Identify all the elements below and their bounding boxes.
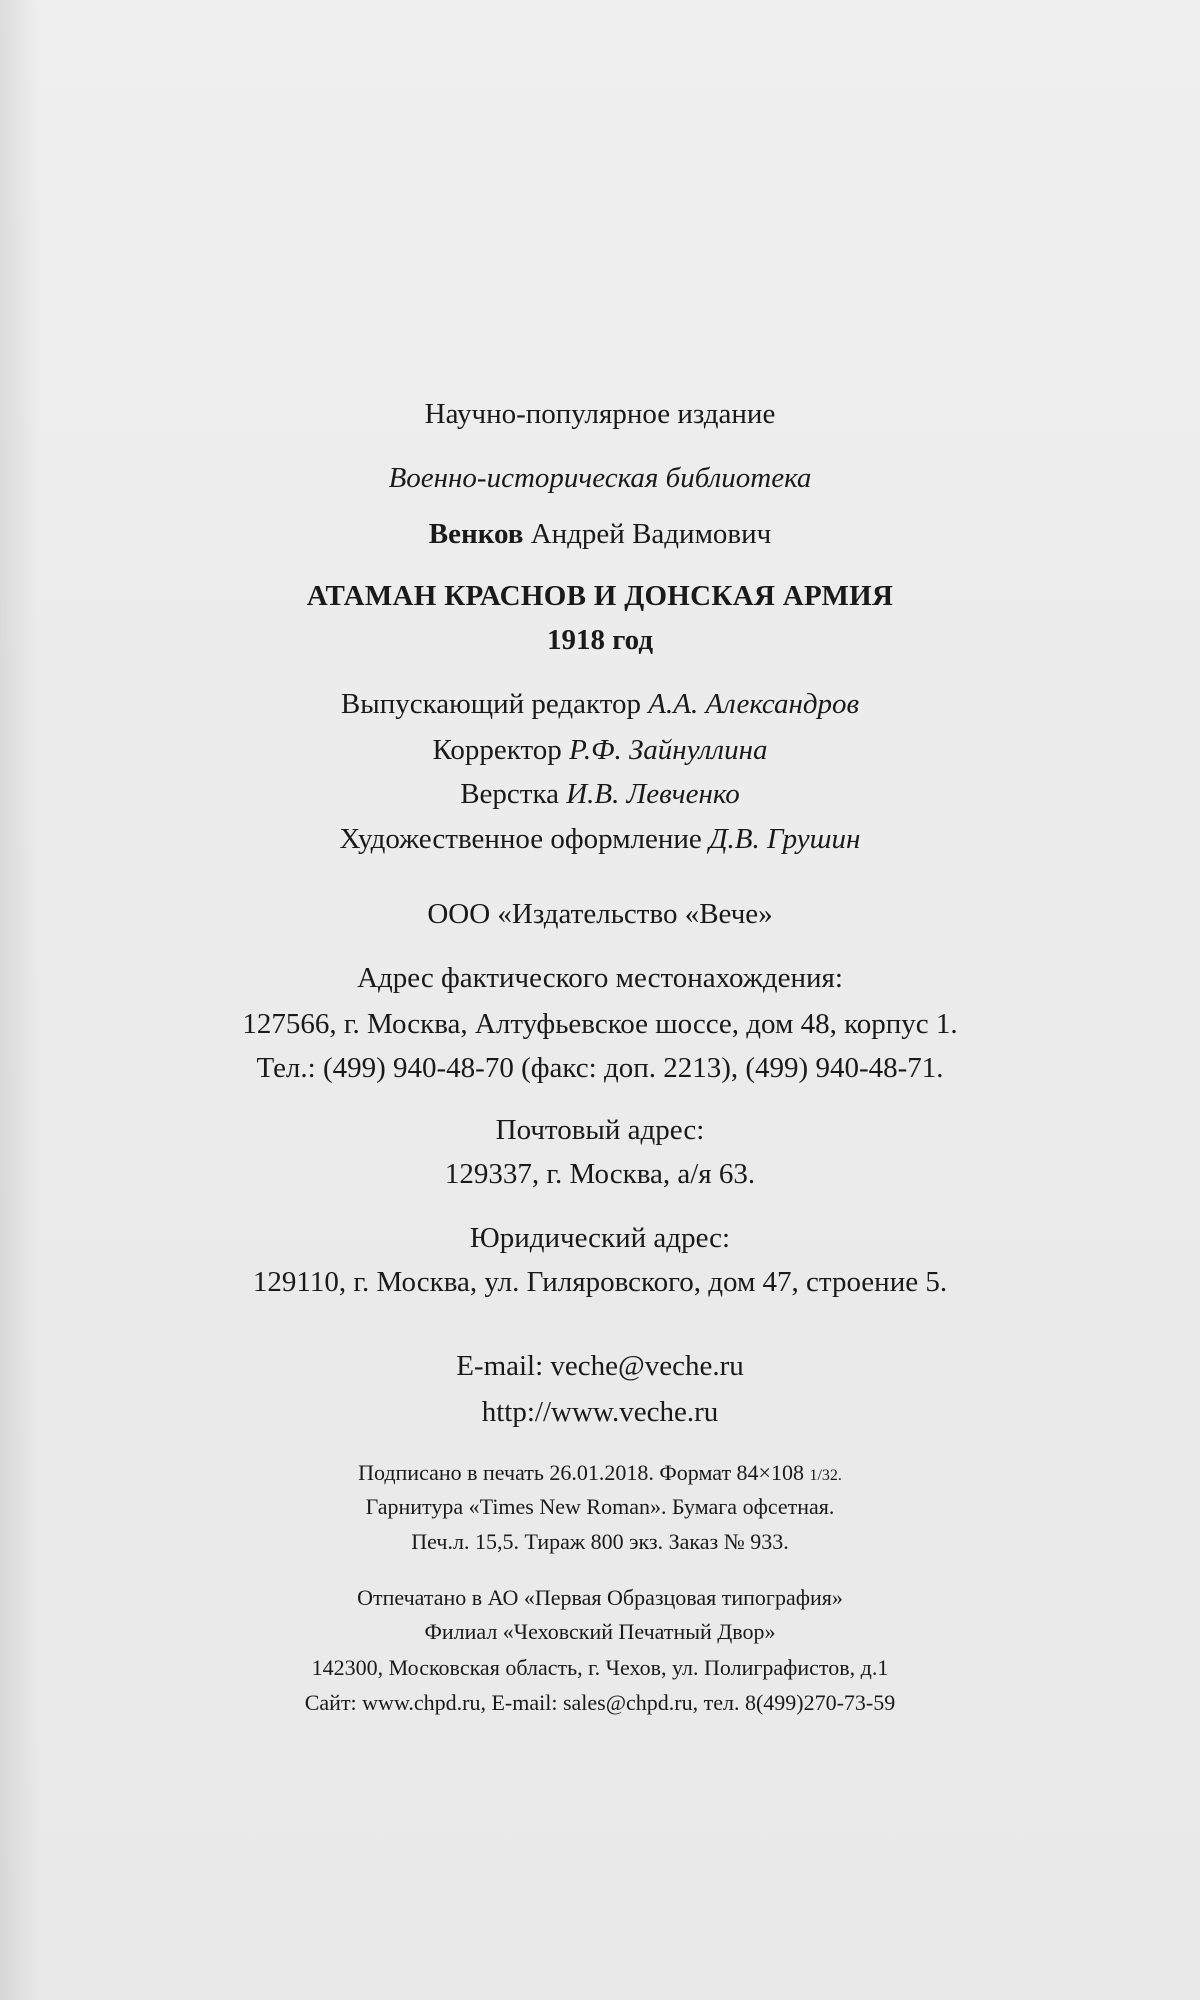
signed-format-text: Подписано в печать 26.01.2018. Формат 84×108 [358, 1460, 804, 1485]
author-names: Андрей Вадимович [530, 518, 772, 550]
print-signed-format [0, 1460, 1200, 1486]
credit-art-design [0, 823, 1200, 856]
typeface-paper: Гарнитура «Times New Roman». Бумага офсетная. [365, 1494, 835, 1519]
printer-line-2: Филиал «Чеховский Печатный Двор» [424, 1619, 776, 1644]
legal-address: 129110, г. Москва, ул. Гиляровского, дом 47, строение 5. [252, 1266, 948, 1298]
sheets-run-order: Печ.л. 15,5. Тираж 800 экз. Заказ № 933. [411, 1529, 789, 1554]
credit-proofreader [0, 734, 1200, 767]
legal-address-label: Юридический адрес: [469, 1222, 731, 1254]
format-fraction: 1/32. [809, 1467, 842, 1484]
actual-address: 127566, г. Москва, Алтуфьевское шоссе, дом 48, корпус 1. [242, 1008, 958, 1040]
credit-layout [0, 778, 1200, 811]
publisher-name: ООО «Издательство «Вече» [427, 898, 773, 930]
credit-role: Художественное оформление [339, 823, 702, 855]
postal-address-label: Почтовый адрес: [495, 1114, 705, 1146]
credit-editor [0, 688, 1200, 721]
credit-role: Верстка [460, 778, 559, 810]
actual-address-label: Адрес фактического местонахождения: [357, 962, 843, 994]
publisher-website: http://www.veche.ru [481, 1396, 719, 1428]
credit-person: Д.В. Грушин [709, 823, 861, 855]
book-subtitle: 1918 год [546, 624, 654, 656]
printer-contacts: Сайт: www.chpd.ru, E-mail: sales@chpd.ru, тел. 8(499)270-73-59 [304, 1690, 896, 1715]
credit-role: Выпускающий редактор [340, 688, 642, 720]
series-name: Военно-историческая библиотека [388, 462, 812, 494]
credit-role: Корректор [432, 734, 562, 766]
credit-person: А.А. Александров [648, 688, 860, 720]
printer-address: 142300, Московская область, г. Чехов, ул. Полиграфистов, д.1 [311, 1655, 889, 1680]
credit-person: Р.Ф. Зайнуллина [569, 734, 768, 766]
publisher-email: E-mail: veche@veche.ru [456, 1350, 744, 1382]
author-surname: Венков [428, 518, 524, 550]
edition-type: Научно-популярное издание [424, 398, 776, 430]
postal-address: 129337, г. Москва, а/я 63. [444, 1158, 756, 1190]
author-line [0, 518, 1200, 551]
credit-person: И.В. Левченко [566, 778, 740, 810]
book-title: АТАМАН КРАСНОВ И ДОНСКАЯ АРМИЯ [306, 580, 894, 612]
publisher-phones: Тел.: (499) 940-48-70 (факс: доп. 2213), (499) 940-48-71. [256, 1052, 944, 1084]
printer-line-1: Отпечатано в АО «Первая Образцовая типография» [357, 1585, 843, 1610]
